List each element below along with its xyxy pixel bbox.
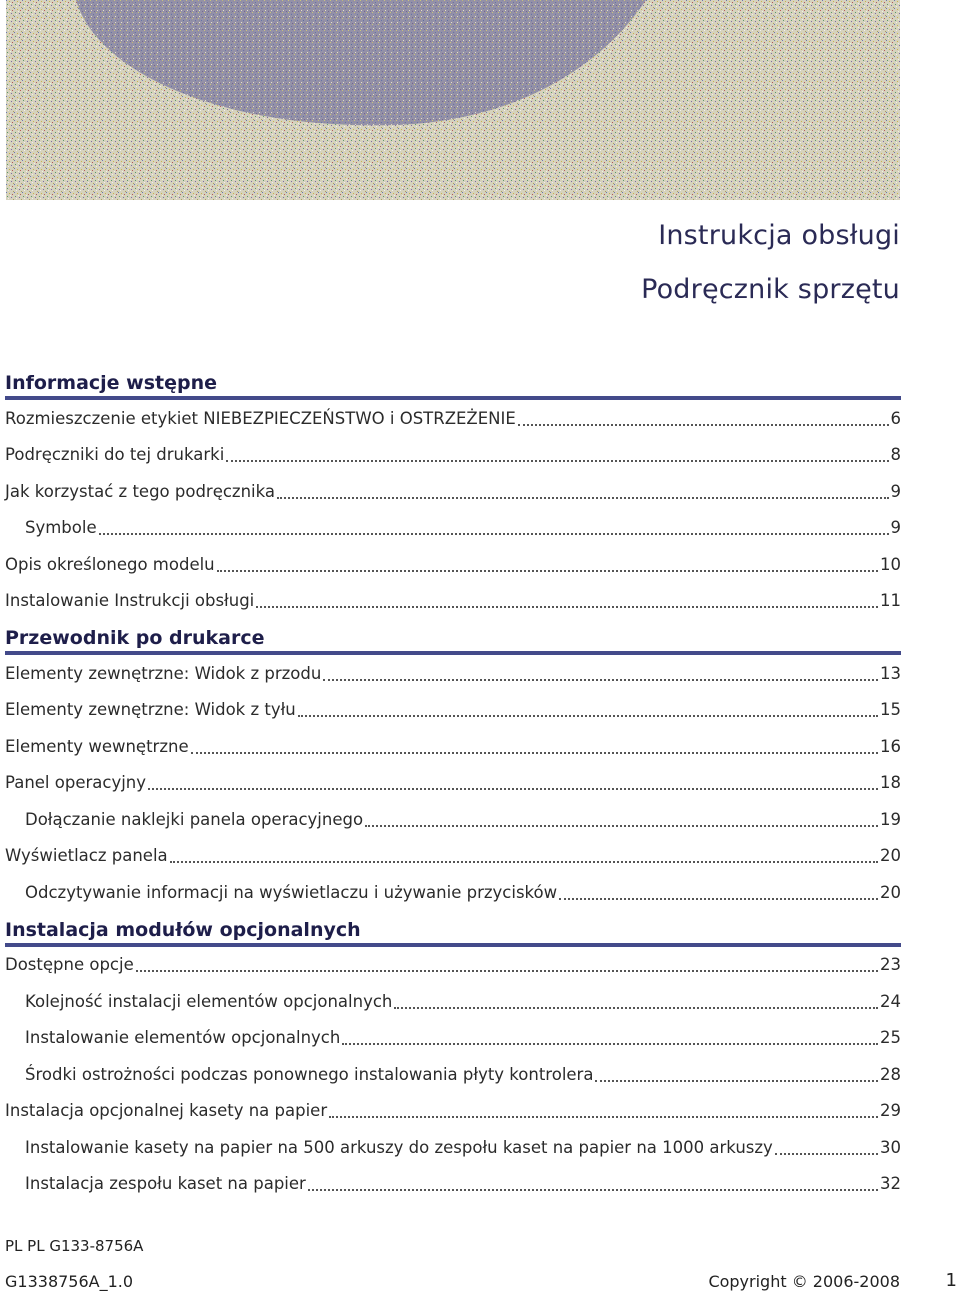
product-code: PL PL G133-8756A (5, 1237, 144, 1255)
toc-entry[interactable] (5, 1166, 901, 1203)
section-title: Instalacja modułów opcjonalnych (5, 918, 361, 941)
section-rule (5, 943, 901, 947)
toc-entry-title: Kolejność instalacji elementów opcjonalnych (25, 991, 393, 1011)
toc-entry-title: Instalowanie elementów opcjonalnych (25, 1028, 341, 1048)
copyright-notice: Copyright © 2006-2008 (708, 1272, 900, 1291)
toc-entry-page: 32 (880, 1174, 901, 1194)
toc-entry-title: Symbole (25, 518, 97, 538)
toc-entry-page: 29 (880, 1101, 901, 1121)
dot-leader (191, 751, 878, 754)
dot-leader (298, 714, 878, 717)
section-rule (5, 396, 901, 400)
toc-entry-title: Dołączanie naklejki panela operacyjnego (25, 809, 364, 829)
toc-entry[interactable] (5, 1020, 901, 1057)
toc-entry-page: 6 (890, 408, 901, 428)
toc-entry-title: Panel operacyjny (5, 773, 147, 793)
toc-entry[interactable] (5, 947, 901, 984)
toc-entry-title: Wyświetlacz panela (5, 846, 168, 866)
toc-entry[interactable] (5, 874, 901, 911)
toc-entry-page: 15 (880, 700, 901, 720)
toc-entry-page: 9 (890, 518, 901, 538)
dot-leader (99, 532, 889, 535)
toc-entry[interactable] (5, 473, 901, 510)
toc-entry[interactable] (5, 437, 901, 474)
document-id: G1338756A_1.0 (5, 1272, 134, 1291)
page-number: 1 (945, 1270, 957, 1291)
toc-entry[interactable] (5, 838, 901, 875)
toc-entry-title: Elementy zewnętrzne: Widok z tyłu (5, 700, 296, 720)
toc-entry[interactable] (5, 1093, 901, 1130)
toc-entry-title: Instalowanie Instrukcji obsługi (5, 591, 255, 611)
toc-section-heading (5, 619, 901, 655)
toc-entry[interactable] (5, 546, 901, 583)
table-of-contents (5, 364, 901, 1202)
section-rule (5, 651, 901, 655)
toc-entry-title: Rozmieszczenie etykiet NIEBEZPIECZEŃSTWO i OSTRZEŻENIE (5, 408, 516, 428)
toc-entry[interactable] (5, 510, 901, 547)
toc-entry-page: 13 (880, 663, 901, 683)
toc-entry-title: Elementy zewnętrzne: Widok z przodu (5, 663, 322, 683)
section-title: Informacje wstępne (5, 372, 218, 394)
toc-entry-title: Środki ostrożności podczas ponownego instalowania płyty kontrolera (25, 1064, 594, 1084)
dot-leader (217, 569, 878, 572)
toc-entry-title: Elementy wewnętrzne (5, 736, 189, 756)
toc-entry-page: 10 (880, 554, 901, 574)
toc-entry-page: 19 (880, 809, 901, 829)
toc-entry-page: 23 (880, 955, 901, 975)
dot-leader (323, 678, 878, 681)
toc-entry-page: 18 (880, 773, 901, 793)
toc-entry[interactable] (5, 655, 901, 692)
toc-section-heading (5, 364, 901, 400)
document-title: Instrukcja obsługi (658, 220, 900, 251)
toc-entry-page: 9 (890, 481, 901, 501)
toc-section-heading (5, 911, 901, 947)
toc-entry[interactable] (5, 983, 901, 1020)
toc-entry-page: 8 (890, 445, 901, 465)
dot-leader (277, 496, 888, 499)
dot-leader (365, 824, 878, 827)
toc-entry-page: 11 (880, 591, 901, 611)
toc-entry[interactable] (5, 728, 901, 765)
toc-entry[interactable] (5, 1056, 901, 1093)
section-title: Przewodnik po drukarce (5, 627, 265, 649)
toc-entry-page: 30 (880, 1137, 901, 1157)
dot-leader (170, 860, 878, 863)
toc-entry[interactable] (5, 801, 901, 838)
dot-leader (775, 1152, 878, 1155)
toc-entry-title: Instalowanie kasety na papier na 500 arkuszy do zespołu kaset na papier na 1000 arkuszy (25, 1137, 773, 1157)
toc-entry[interactable] (5, 1129, 901, 1166)
toc-entry[interactable] (5, 765, 901, 802)
dot-leader (342, 1042, 878, 1045)
dot-leader (148, 787, 878, 790)
toc-entry[interactable] (5, 400, 901, 437)
dot-leader (329, 1115, 878, 1118)
toc-entry-title: Odczytywanie informacji na wyświetlaczu i używanie przycisków (25, 882, 558, 902)
toc-entry[interactable] (5, 692, 901, 729)
dot-leader (256, 605, 878, 608)
document-subtitle: Podręcznik sprzętu (641, 274, 900, 305)
toc-entry-title: Opis określonego modelu (5, 554, 215, 574)
toc-entry-page: 25 (880, 1028, 901, 1048)
toc-entry[interactable] (5, 583, 901, 620)
dot-leader (136, 969, 878, 972)
dot-leader (595, 1079, 878, 1082)
toc-entry-title: Podręczniki do tej drukarki (5, 445, 225, 465)
toc-entry-page: 20 (880, 882, 901, 902)
toc-entry-page: 16 (880, 736, 901, 756)
dot-leader (394, 1006, 878, 1009)
dot-leader (559, 897, 878, 900)
dot-leader (518, 423, 889, 426)
toc-entry-page: 24 (880, 991, 901, 1011)
cover-banner-image (6, 0, 900, 200)
dot-leader (308, 1188, 878, 1191)
toc-entry-title: Jak korzystać z tego podręcznika (5, 481, 276, 501)
dot-leader (226, 459, 888, 462)
toc-entry-title: Instalacja opcjonalnej kasety na papier (5, 1101, 328, 1121)
toc-entry-title: Instalacja zespołu kaset na papier (25, 1174, 306, 1194)
toc-entry-title: Dostępne opcje (5, 955, 134, 975)
cover-banner-graphic (6, 0, 900, 200)
toc-entry-page: 28 (880, 1064, 901, 1084)
toc-entry-page: 20 (880, 846, 901, 866)
